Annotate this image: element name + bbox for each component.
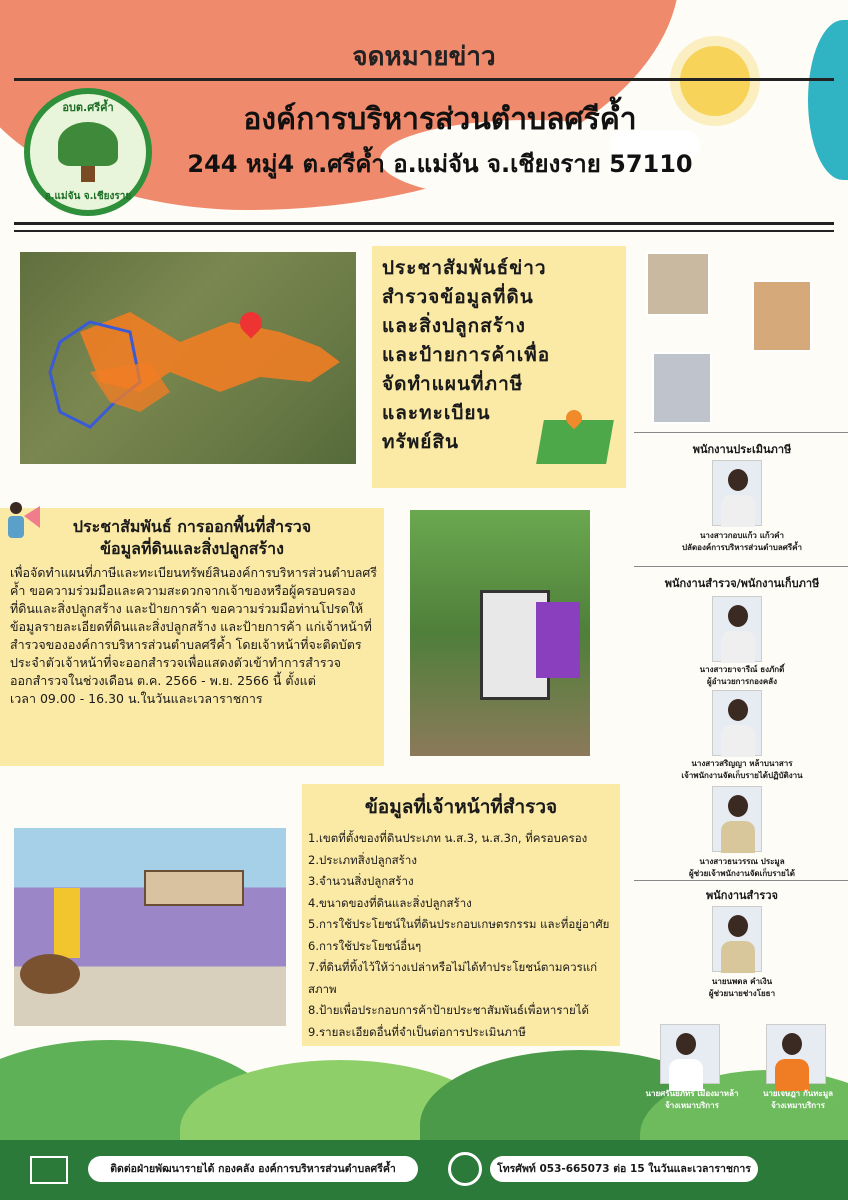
surveyor-2-caption [644,1088,740,1112]
contact-pill: ติดต่อฝ่ายพัฒนารายได้ กองคลัง องค์การบริหารส่วนตำบลศรีค้ำ [88,1156,418,1182]
info-item: 6.การใช้ประโยชน์อื่นๆ [308,938,422,953]
info-title: ข้อมูลที่เจ้าหน้าที่สำรวจ [364,796,558,818]
pr-line: และป้ายการค้าเพื่อ [382,344,551,366]
logo-bottom-text: อ.แม่จัน จ.เชียงราย [44,191,132,202]
staff-divider-3 [634,880,848,881]
surveyor-with-sign-photo [410,510,590,756]
tree-icon [58,122,118,166]
field-photo-3 [652,352,712,424]
info-item: 1.เขตที่ตั้งของที่ดินประเภท น.ส.3, น.ส.3ก, ที่ครอบครอง [308,831,588,845]
surveyor-2-photo [660,1024,720,1084]
info-item: 5.การใช้ประโยชน์ในที่ดินประกอบเกษตรกรรม และที่อยู่อาศัย [308,917,610,931]
wooden-table [20,954,80,994]
survey-schedule-1: ออกสำรวจในช่วงเดือน ต.ค. 2566 - พ.ย. 2566 นี้ ตั้งแต่ [10,673,316,688]
collector-1-role: ผู้อำนวยการกองคลัง [707,677,777,686]
tree-trunk [81,166,95,182]
mail-icon [30,1156,68,1184]
collector-2-name: นางสาวสริญญา หล้าบนาสาร [691,759,793,768]
info-item: 8.ป้ายเพื่อประกอบการค้าป้ายประชาสัมพันธ์เพื่อหารายได้ [308,1003,590,1017]
org-logo [24,88,152,216]
info-item: 9.รายละเอียดอื่นที่จำเป็นต่อการประเมินภาษี [308,1024,526,1039]
survey-announcement-box [0,508,384,766]
logo-top-text: อบต.ศรีค้ำ [62,101,114,114]
surveyor-3-name: นายเจษฎา กันทะมูล [762,1089,834,1098]
pr-line: และทะเบียน [382,402,491,424]
collector-3-role: ผู้ช่วยเจ้าพนักงานจัดเก็บรายได้ [689,869,795,878]
staff-divider-2 [634,566,848,567]
org-address: 244 หมู่4 ต.ศรีค้ำ อ.แม่จัน จ.เชียงราย 57110 [187,150,693,178]
field-photo-1 [646,252,710,316]
assessor-heading: พนักงานประเมินภาษี [692,443,792,456]
survey-body-text: เพื่อจัดทำแผนที่ภาษีและทะเบียนทรัพย์สินองค์การบริหารส่วนตำบลศรีค้ำ ขอความร่วมมือและความสะดวกจากเจ้าของหรือผู้ครอบครองที่ดินและสิ่งปลูกสร้าง และป้ายการค้า ขอความร่วมมือท่านโปรดให้ข้อมูลรายละเอียดที่ดินและสิ่งปลูกสร้าง และป้ายการค้า แก่เจ้าหน้าที่สำรวจขององค์การบริหารส่วนตำบลศรีค้ำ โดยเจ้าหน้าที่จะติดบัตรประจำตัวเจ้าหน้าที่จะออกสำรวจเพื่อแสดงตัวเข้าทำการสำรวจ [10,565,378,670]
pr-line: ประชาสัมพันธ์ข่าว [382,257,547,279]
survey-title-line-1: ประชาสัมพันธ์ การออกพื้นที่สำรวจ [72,517,312,536]
surveyor-3-caption [750,1088,846,1112]
field-photo-2 [752,280,812,352]
phone-icon [448,1152,482,1186]
staff-divider-1 [634,432,848,433]
surveyor-1-role: ผู้ช่วยนายช่างโยธา [708,989,776,998]
collector-2-role: เจ้าพนักงานจัดเก็บรายได้ปฏิบัติงาน [681,771,803,780]
surveyor-1-photo [712,906,762,972]
survey-info-box [302,784,620,1046]
phone-pill: โทรศัพท์ 053-665073 ต่อ 15 ในวันและเวลาราชการ [490,1156,758,1182]
info-item: 4.ขนาดของที่ดินและสิ่งปลูกสร้าง [308,895,472,910]
collector-1-name: นางสาวยาจารีณ์ ธงภักดิ์ [699,665,785,674]
newsletter-heading: จดหมายข่าว [352,42,496,72]
survey-title [0,516,384,560]
survey-area-map [20,252,356,464]
surveyor-3-role: จ้างเหมาบริการ [771,1101,825,1110]
shop-survey-photo [14,828,286,1026]
org-name: องค์การบริหารส่วนตำบลศรีค้ำ [243,102,637,137]
megaphone-person-icon [2,500,42,554]
header-divider-bottom-thin [14,230,834,232]
surveyor-3-photo [766,1024,826,1084]
info-list [308,828,618,1043]
collector-2-photo [712,690,762,756]
survey-body [10,564,378,708]
info-item: สภาพ [308,981,337,996]
surveyor-1-name: นายนพดล คำเงิน [711,977,773,986]
pr-line: ทรัพย์สิน [382,431,459,453]
collector-heading: พนักงานสำรวจ/พนักงานเก็บภาษี [664,577,820,590]
header-divider-top [14,78,834,81]
survey-schedule-2: เวลา 09.00 - 16.30 น.ในวันและเวลาราชการ [10,691,263,706]
shop-sign [144,870,244,906]
pr-line: จัดทำแผนที่ภาษี [382,373,524,395]
assessor-name: นางสาวกอบแก้ว แก้วคำ [699,531,785,540]
surveyor-2-name: นายศรันยภัทร เมืองมาหล้า [645,1089,739,1098]
collector-3-photo [712,786,762,852]
surveyor-figure [54,888,80,958]
map-overlay [20,252,356,464]
pr-line: และสิ่งปลูกสร้าง [382,315,526,337]
info-item: 3.จำนวนสิ่งปลูกสร้าง [308,874,414,888]
info-item: 7.ที่ดินที่ทิ้งไว้ให้ว่างเปล่าหรือไม่ได้ทำประโยชน์ตามควรแก่ [308,960,598,974]
assessor-role: ปลัดองค์การบริหารส่วนตำบลศรีค้ำ [681,543,803,552]
surveyor-heading: พนักงานสำรวจ [706,889,778,902]
surveyor-figure [536,602,580,678]
collector-1-photo [712,596,762,662]
header-divider-bottom [14,222,834,225]
surveyor-2-role: จ้างเหมาบริการ [665,1101,719,1110]
info-item: 2.ประเภทสิ่งปลูกสร้าง [308,852,417,867]
assessor-photo [712,460,762,526]
pr-line: สำรวจข้อมูลที่ดิน [382,286,534,308]
survey-title-line-2: ข้อมูลที่ดินและสิ่งปลูกสร้าง [100,539,284,558]
collector-3-name: นางสาวธนวรรณ ประมูล [699,857,785,866]
